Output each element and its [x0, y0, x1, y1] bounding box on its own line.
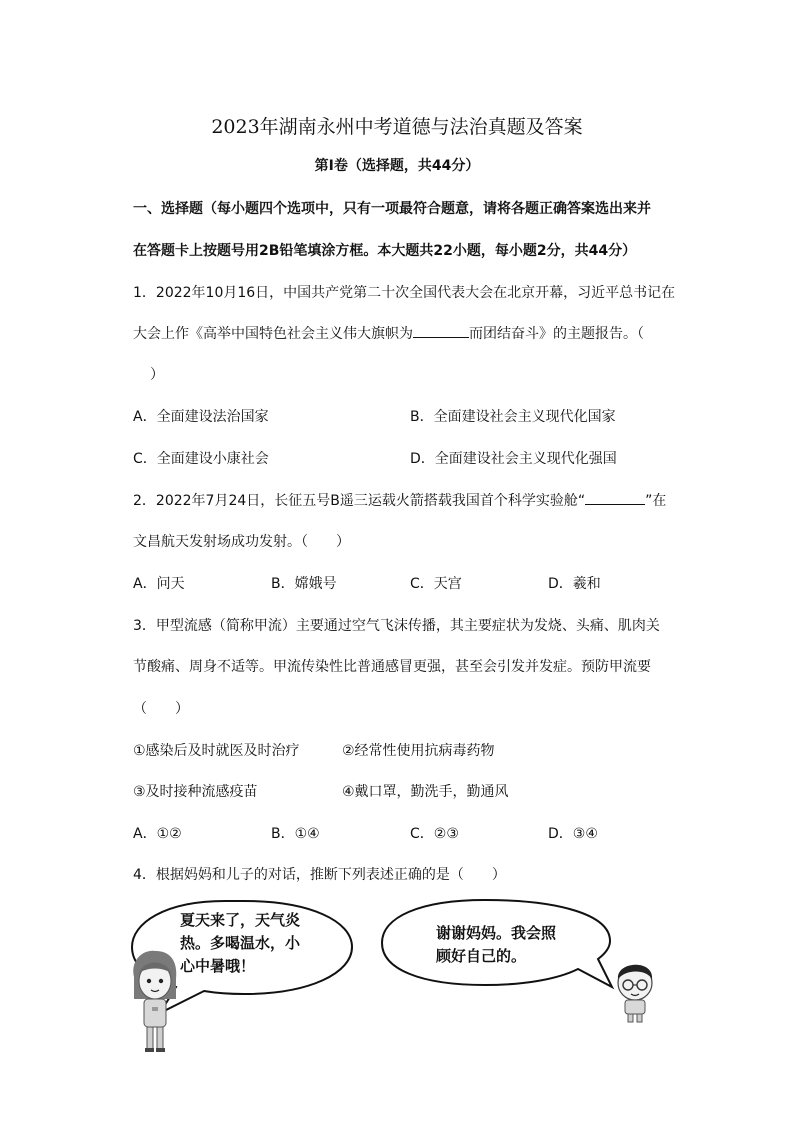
q1-stem-line-2b: 而团结奋斗》的主题报告。（	[469, 326, 644, 342]
answer-blank	[585, 492, 645, 505]
q3-item-1: ①感染后及时就医及时治疗	[133, 743, 300, 759]
q2-stem-line-2: 文昌航天发射场成功发射。（ ）	[133, 534, 350, 550]
q4-stem: 4．根据妈妈和儿子的对话，推断下列表述正确的是（ ）	[133, 867, 506, 883]
page-title: 2023年湖南永州中考道德与法治真题及答案	[211, 116, 583, 138]
son-speech-line-2: 顾好自己的。	[436, 947, 527, 965]
q3-stem-line-1: 3．甲型流感（简称甲流）主要通过空气飞沫传播，其主要症状为发烧、头痛、肌肉关	[133, 618, 660, 634]
q2-option-c: C．天宫	[410, 576, 462, 592]
q2-stem-line-1a: 2．2022年7月24日，长征五号B遥三运载火箭搭载我国首个科学实验舱“	[133, 493, 586, 509]
son-speech-line-1: 谢谢妈妈。我会照	[436, 924, 557, 942]
q1-option-b: B．全面建设社会主义现代化国家	[410, 409, 616, 425]
q1-option-c: C．全面建设小康社会	[133, 451, 269, 467]
q2-option-b: B．嫦娥号	[271, 576, 337, 592]
q2-option-d: D．羲和	[548, 576, 601, 592]
son-figure	[618, 965, 652, 1022]
q3-item-4: ④戴口罩，勤洗手，勤通风	[342, 784, 509, 800]
section-instructions-line-2: 在答题卡上按题号用2B铅笔填涂方框。本大题共22小题，每小题2分，共44分）	[133, 243, 637, 259]
q3-option-d: D．③④	[548, 826, 598, 842]
q2-stem-line-1	[133, 490, 666, 510]
cartoon-illustration	[120, 895, 680, 1060]
q3-item-3: ③及时接种流感疫苗	[133, 784, 258, 800]
section-subtitle: 第Ⅰ卷（选择题，共44分）	[314, 158, 480, 174]
q1-option-a: A．全面建设法治国家	[133, 409, 269, 425]
q1-stem-line-1: 1．2022年10月16日，中国共产党第二十次全国代表大会在北京开幕，习近平总书记在	[133, 285, 676, 301]
q3-item-2: ②经常性使用抗病毒药物	[342, 743, 495, 759]
q3-option-a: A．①②	[133, 826, 182, 842]
mom-speech-line-2: 热。多喝温水，小	[180, 934, 301, 952]
q3-option-b: B．①④	[271, 826, 320, 842]
q1-option-d: D．全面建设社会主义现代化强国	[410, 451, 617, 467]
q1-stem-line-2	[133, 323, 644, 343]
mom-speech-line-3: 心中暑哦！	[180, 957, 256, 975]
mom-speech-line-1: 夏天来了，天气炎	[180, 911, 301, 929]
answer-blank	[413, 325, 469, 338]
q1-stem-line-2a: 大会上作《高举中国特色社会主义伟大旗帜为	[133, 326, 413, 342]
q2-option-a: A．问天	[133, 576, 185, 592]
q3-paren: （ ）	[133, 701, 189, 717]
q2-stem-line-1b: ”在	[645, 493, 667, 509]
section-instructions-line-1: 一、选择题（每小题四个选项中，只有一项最符合题意，请将各题正确答案选出来并	[133, 201, 651, 217]
q3-option-c: C．②③	[410, 826, 459, 842]
son-speech-bubble	[382, 900, 612, 987]
q3-stem-line-2: 节酸痛、周身不适等。甲流传染性比普通感冒更强，甚至会引发并发症。预防甲流要	[133, 659, 651, 675]
q1-paren-close: ）	[150, 367, 164, 383]
